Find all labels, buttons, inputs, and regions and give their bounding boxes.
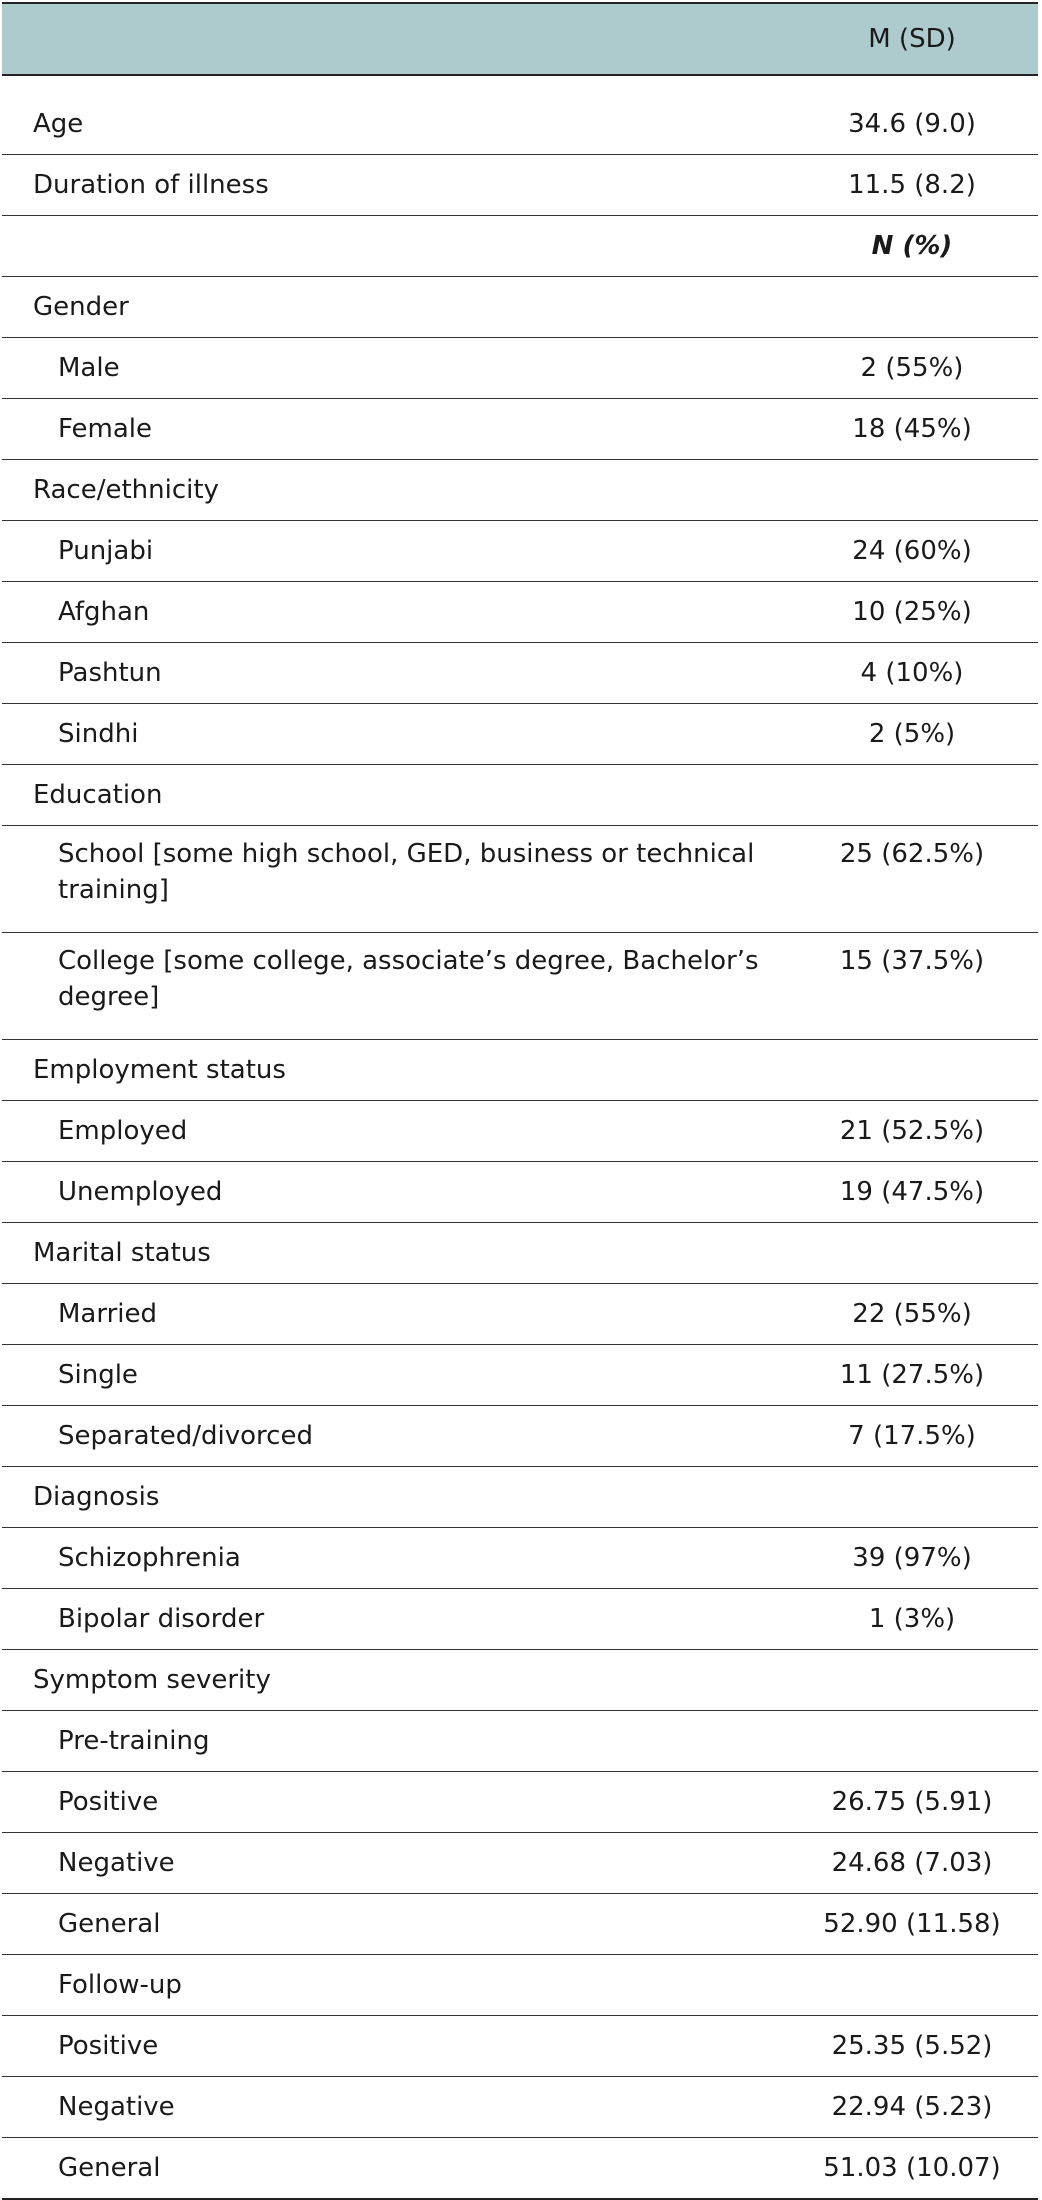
row-value: 24.68 (7.03) [786, 1833, 1038, 1894]
group-label: Education [2, 765, 786, 826]
row-label: Schizophrenia [2, 1528, 786, 1589]
row-value [786, 1223, 1038, 1284]
table-row [2, 94, 1038, 155]
row-label: Married [2, 1284, 786, 1345]
row-value: 25 (62.5%) [786, 826, 1038, 933]
header-msd-cell: M (SD) [786, 3, 1038, 75]
row-value [786, 1040, 1038, 1101]
row-label: Positive [2, 1772, 786, 1833]
row-value: 19 (47.5%) [786, 1162, 1038, 1223]
row-value [786, 460, 1038, 521]
row-value: 11 (27.5%) [786, 1345, 1038, 1406]
demographics-table [2, 2, 1038, 2200]
row-value [786, 765, 1038, 826]
row-label [2, 216, 786, 277]
row-label: Afghan [2, 582, 786, 643]
row-value: 15 (37.5%) [786, 933, 1038, 1040]
table-row [2, 1101, 1038, 1162]
table-row [2, 2138, 1038, 2200]
group-row [2, 1223, 1038, 1284]
group-label: Race/ethnicity [2, 460, 786, 521]
group-label: Marital status [2, 1223, 786, 1284]
row-value [786, 1650, 1038, 1711]
table-header-row [2, 3, 1038, 75]
row-label: Age [2, 94, 786, 155]
table-row [2, 1345, 1038, 1406]
row-label: General [2, 1894, 786, 1955]
row-value: 34.6 (9.0) [786, 94, 1038, 155]
table-row [2, 521, 1038, 582]
table-row [2, 2016, 1038, 2077]
row-value [786, 277, 1038, 338]
row-value: 7 (17.5%) [786, 1406, 1038, 1467]
row-value: 10 (25%) [786, 582, 1038, 643]
row-value: 4 (10%) [786, 643, 1038, 704]
row-label: Positive [2, 2016, 786, 2077]
group-row [2, 1711, 1038, 1772]
header-label-cell [2, 3, 786, 75]
row-label: Unemployed [2, 1162, 786, 1223]
row-value: 18 (45%) [786, 399, 1038, 460]
group-row [2, 1955, 1038, 2016]
row-value: 22 (55%) [786, 1284, 1038, 1345]
group-row [2, 277, 1038, 338]
table-body [2, 75, 1038, 2199]
row-value: 24 (60%) [786, 521, 1038, 582]
group-label: Diagnosis [2, 1467, 786, 1528]
table-row [2, 1894, 1038, 1955]
table-row [2, 933, 1038, 1040]
row-label: Negative [2, 2077, 786, 2138]
row-value [786, 1711, 1038, 1772]
table-row [2, 155, 1038, 216]
spacer-row [2, 75, 1038, 94]
table-row [2, 1589, 1038, 1650]
table-row [2, 582, 1038, 643]
group-row [2, 460, 1038, 521]
row-value: 2 (5%) [786, 704, 1038, 765]
group-row [2, 1467, 1038, 1528]
row-label: Single [2, 1345, 786, 1406]
row-label: Male [2, 338, 786, 399]
group-label: Follow-up [2, 1955, 786, 2016]
group-label: Pre-training [2, 1711, 786, 1772]
table-row [2, 338, 1038, 399]
table-row [2, 1162, 1038, 1223]
group-row [2, 765, 1038, 826]
row-value [786, 1467, 1038, 1528]
row-label: Negative [2, 1833, 786, 1894]
row-value: 51.03 (10.07) [786, 2138, 1038, 2200]
row-label: Pashtun [2, 643, 786, 704]
group-row [2, 1040, 1038, 1101]
row-label: Bipolar disorder [2, 1589, 786, 1650]
row-value: 25.35 (5.52) [786, 2016, 1038, 2077]
table-row [2, 1772, 1038, 1833]
row-value: 26.75 (5.91) [786, 1772, 1038, 1833]
n-percent-subheader: N (%) [786, 216, 1038, 277]
row-value: 52.90 (11.58) [786, 1894, 1038, 1955]
table-row [2, 826, 1038, 933]
table-row [2, 399, 1038, 460]
row-label: Separated/divorced [2, 1406, 786, 1467]
row-label: General [2, 2138, 786, 2200]
row-label: Employed [2, 1101, 786, 1162]
subheader-row [2, 216, 1038, 277]
table-row [2, 2077, 1038, 2138]
row-label: College [some college, associate’s degree, Bachelor’s degree] [2, 933, 786, 1040]
table-row [2, 1528, 1038, 1589]
group-row [2, 1650, 1038, 1711]
table-row [2, 643, 1038, 704]
row-value: 22.94 (5.23) [786, 2077, 1038, 2138]
row-value: 11.5 (8.2) [786, 155, 1038, 216]
row-label: School [some high school, GED, business or technical training] [2, 826, 786, 933]
group-label: Employment status [2, 1040, 786, 1101]
table-row [2, 1406, 1038, 1467]
row-value: 1 (3%) [786, 1589, 1038, 1650]
table-row [2, 1833, 1038, 1894]
row-label: Punjabi [2, 521, 786, 582]
row-value: 39 (97%) [786, 1528, 1038, 1589]
row-label: Sindhi [2, 704, 786, 765]
row-value: 21 (52.5%) [786, 1101, 1038, 1162]
group-label: Gender [2, 277, 786, 338]
row-label: Female [2, 399, 786, 460]
group-label: Symptom severity [2, 1650, 786, 1711]
table-row [2, 1284, 1038, 1345]
row-label: Duration of illness [2, 155, 786, 216]
table-row [2, 704, 1038, 765]
row-value: 2 (55%) [786, 338, 1038, 399]
row-value [786, 1955, 1038, 2016]
